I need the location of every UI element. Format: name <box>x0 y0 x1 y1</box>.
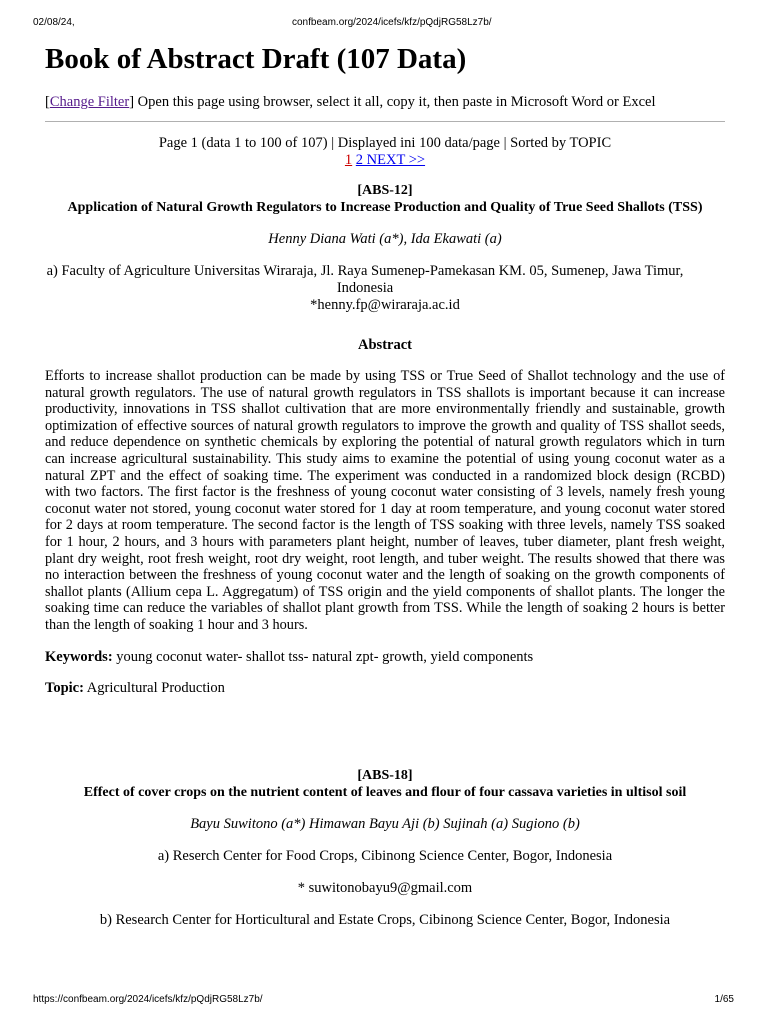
abstract-affiliation: a) Reserch Center for Food Crops, Cibinong Science Center, Bogor, Indonesia <box>157 847 613 864</box>
pager-next-link[interactable]: 2 NEXT >> <box>355 152 426 168</box>
abstract-code: [ABS-18] <box>357 767 413 783</box>
copy-instruction: Open this page using browser, select it all, copy it, then paste in Microsoft Word or Excel <box>134 94 656 110</box>
abstract-email: * suwitonobayu9@gmail.com <box>297 879 473 896</box>
abstract-body: Efforts to increase shallot production can be made by using TSS or True Seed of Shallot technology and the use of natural growth regulators. The use of natural growth regulators in TSS shallots is important because it can increase productivity, innovations in TSS shallot cultivation that are more environmentally friendly and sustainable, growth optimization of effective sources of natural growth regulators to improve the growth and quality of TSS shallot seeds, and reduce dependence on synthetic chemicals by exploring the potential of natural growth regulators which in turn can increase agricultural sustainability. This study aims to examine the potential of using young coconut water as a natural ZPT and the effect of soaking time. The experiment was conducted in a randomized block design (RCBD) with two factors. The first factor is the freshness of young coconut water consisting of 3 levels, namely fresh young coconut water not stored, young coconut water stored for 1 day at room temperature, and young coconut water stored for 2 days at room temperature. The second factor is the length of TSS soaking with three levels, namely TSS soaked for 1 hour, 2 hours, and 3 hours with parameters plant height, number of leaves, tuber diameter, plant fresh weight, plant dry weight, root fresh weight, root dry weight, root length, and tuber weight. The results showed that there was no interaction between the freshness of young coconut water and the length of soaking on the growth components of shallot plants (Allium cepa L. Aggregatum) of TSS origin and the yield components of shallot plants. The longer the soaking time can reduce the variables of shallot plant growth from TSS. While the length of soaking 2 hours is better than the length of soaking 1 hour and 3 hours. <box>45 368 725 633</box>
bracket-close: ] <box>129 94 135 110</box>
abstract-affiliation: b) Research Center for Horticultural and Estate Crops, Cibinong Science Center, Bogor, Indonesia <box>99 911 671 928</box>
abstract-title: Application of Natural Growth Regulators to Increase Production and Quality of True Seed Shallots (TSS) <box>67 200 703 215</box>
keywords-value: young coconut water- shallot tss- natural zpt- growth, yield components <box>112 648 534 665</box>
abstract-entry <box>45 182 725 354</box>
print-header-url: confbeam.org/2024/icefs/kfz/pQdjRG58Lz7b/ <box>292 17 492 28</box>
abstract-entry <box>45 767 725 929</box>
print-footer-url: https://confbeam.org/2024/icefs/kfz/pQdjRG58Lz7b/ <box>33 994 263 1005</box>
abstract-heading: Abstract <box>358 337 412 353</box>
abstract-email: *henny.fp@wiraraja.ac.id <box>310 297 460 313</box>
pager-page-1-link[interactable]: 1 <box>344 152 353 168</box>
abstract-authors: Henny Diana Wati (a*), Ida Ekawati (a) <box>268 231 502 247</box>
abstract-topic <box>45 680 725 697</box>
topic-value: Agricultural Production <box>83 679 225 696</box>
abstract-keywords <box>45 649 725 666</box>
bracket-open: [ <box>45 94 50 110</box>
pager-links <box>45 152 725 169</box>
abstract-affiliation: a) Faculty of Agriculture Universitas Wiraraja, Jl. Raya Sumenep-Pamekasan KM. 05, Sumenep, Jawa Timur, Indonesia <box>46 263 684 296</box>
document-content <box>45 40 725 929</box>
abstract-title: Effect of cover crops on the nutrient content of leaves and flour of four cassava varieties in ultisol soil <box>83 784 687 800</box>
topic-label: Topic: <box>45 679 84 696</box>
keywords-label: Keywords: <box>45 648 113 665</box>
pager-summary: Page 1 (data 1 to 100 of 107) | Displayed ini 100 data/page | Sorted by TOPIC <box>158 135 612 151</box>
filter-line <box>45 93 725 111</box>
change-filter-link[interactable]: Change Filter <box>49 94 130 110</box>
print-footer <box>0 994 768 1008</box>
abstract-authors: Bayu Suwitono (a*) Himawan Bayu Aji (b) Sujinah (a) Sugiono (b) <box>190 815 580 832</box>
print-date: 02/08/24, <box>33 17 75 28</box>
print-header <box>0 17 768 31</box>
page-title: Book of Abstract Draft (107 Data) <box>45 43 467 75</box>
header-divider <box>45 121 725 122</box>
print-page-number: 1/65 <box>714 994 734 1005</box>
abstract-code: [ABS-12] <box>357 183 413 198</box>
